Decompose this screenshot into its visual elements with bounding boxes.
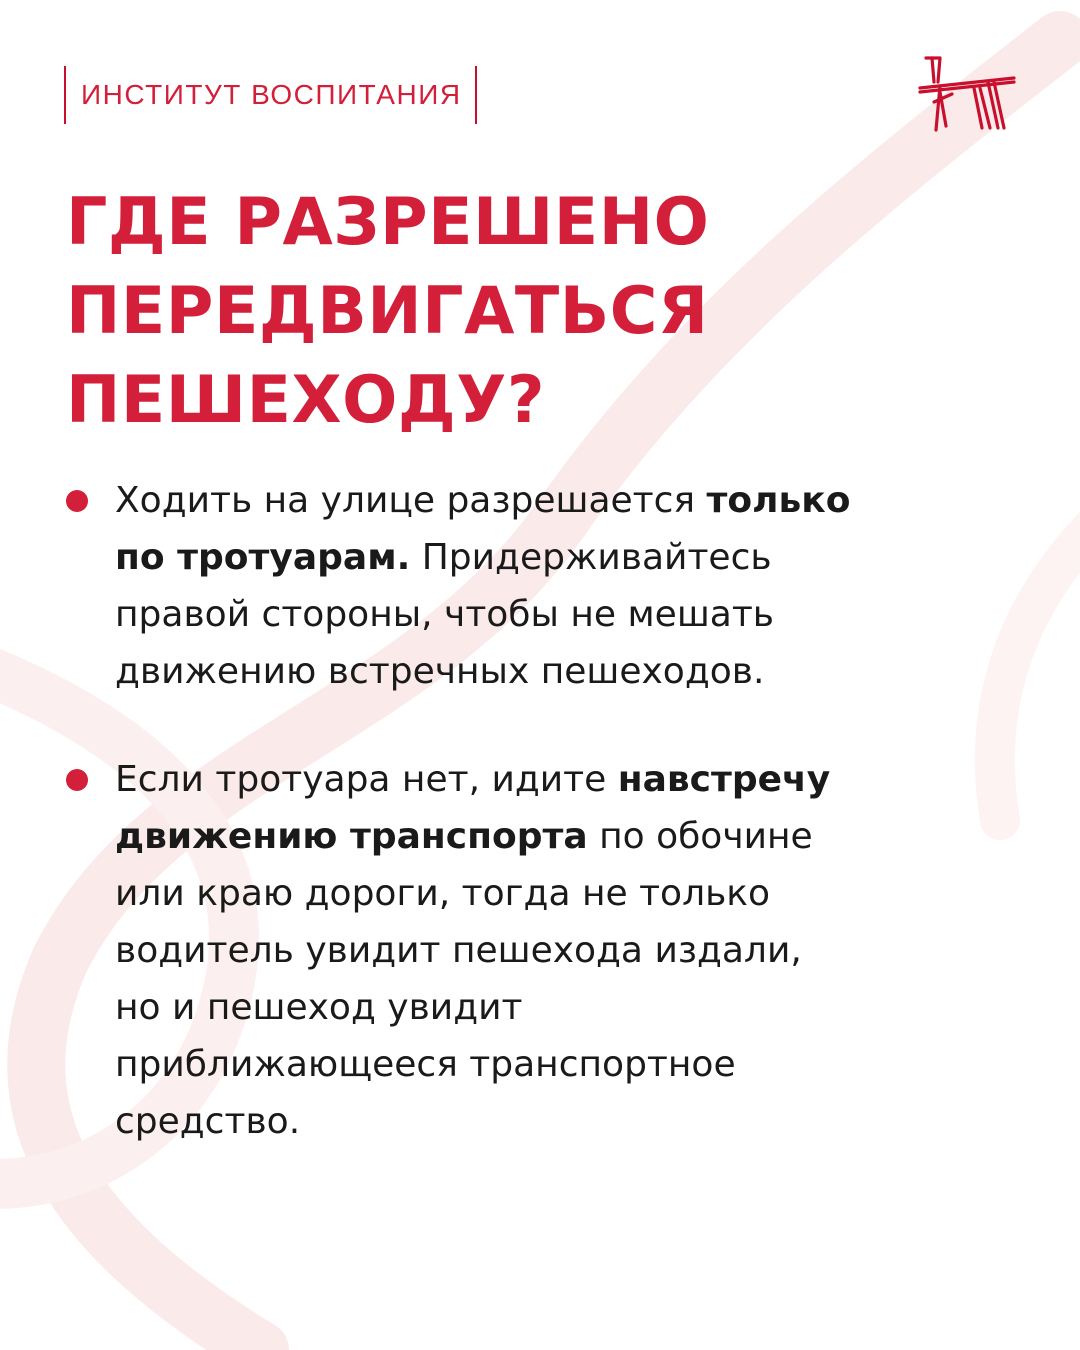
bullet-dot-icon	[66, 490, 88, 512]
stylized-horse-logo-icon	[918, 52, 1018, 134]
rule-text: Если тротуара нет, идите	[115, 759, 618, 800]
rule-text-line: приближающееся транспортное	[115, 1044, 736, 1085]
rule-item-sidewalk	[64, 472, 1024, 700]
rule-text-line	[115, 751, 1024, 808]
rule-text-line: или краю дороги, тогда не только	[115, 873, 771, 914]
rule-text-line: средство.	[115, 1101, 301, 1142]
rule-text-line	[115, 529, 1024, 586]
rule-text: Ходить на улице разрешается	[115, 480, 707, 521]
title-line: ПЕШЕХОДУ?	[66, 363, 546, 438]
rules-list	[64, 472, 1024, 1150]
rule-text-line	[115, 808, 1024, 865]
rule-emphasis: движению транспорта	[115, 816, 588, 857]
title-line: ГДЕ РАЗРЕШЕНО	[66, 185, 710, 260]
brand-right-divider	[475, 66, 477, 124]
brand-header	[64, 66, 477, 124]
rule-emphasis: по тротуарам.	[115, 537, 411, 578]
rule-emphasis: только	[706, 480, 851, 521]
bullet-dot-icon	[66, 769, 88, 791]
brand-name: ИНСТИТУТ ВОСПИТАНИЯ	[81, 79, 462, 110]
rule-text-line	[115, 472, 1024, 529]
rule-emphasis: навстречу	[617, 759, 831, 800]
rule-text: Придерживайтесь	[410, 537, 772, 578]
title-line: ПЕРЕДВИГАТЬСЯ	[66, 274, 709, 349]
page-title	[66, 178, 1026, 445]
rule-text-line: правой стороны, чтобы не мешать	[115, 594, 775, 635]
rule-item-no-sidewalk	[64, 751, 1024, 1150]
rule-text-line: водитель увидит пешехода издали,	[115, 930, 802, 971]
rule-text-line: движению встречных пешеходов.	[115, 651, 765, 692]
rule-text: по обочине	[587, 816, 813, 857]
rule-text-line: но и пешеход увидит	[115, 987, 523, 1028]
